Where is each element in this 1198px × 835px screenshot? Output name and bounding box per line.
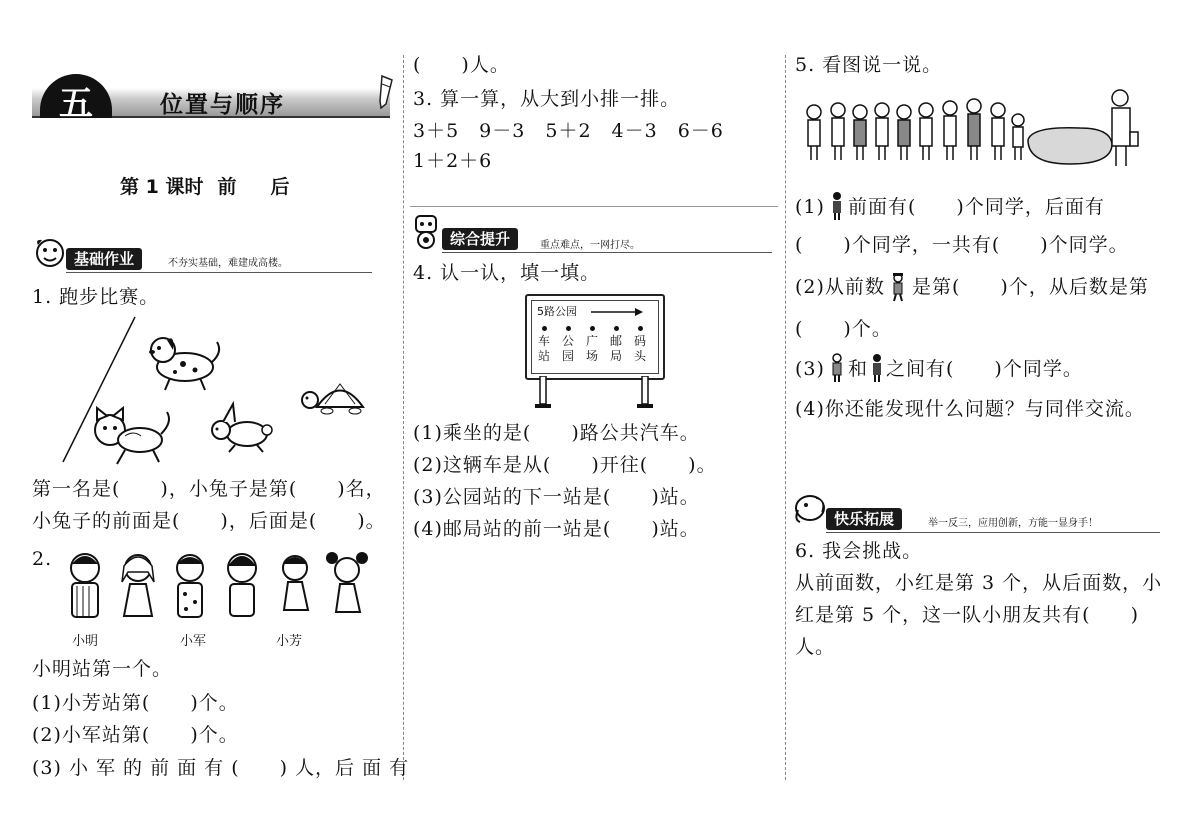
q2-part2: (2)小军站第( )个。 xyxy=(32,724,239,746)
q4-part4: (4)邮局站的前一站是( )站。 xyxy=(413,518,700,540)
mascot-robot-icon xyxy=(408,212,444,250)
section-note-extend: 举一反三，应用创新，方能一显身手！ xyxy=(928,518,1098,529)
q5-part2-text: 是第( )个，从后数是第 xyxy=(912,276,1149,298)
student-9 xyxy=(991,103,1005,160)
child-figure-4 xyxy=(228,554,256,616)
sandpit xyxy=(1028,128,1112,164)
section-badge-advanced: 综合提升 xyxy=(442,228,518,250)
q6-title: 6. 我会挑战。 xyxy=(795,540,923,562)
children-row-illustration xyxy=(60,546,370,626)
section-rule-basic xyxy=(66,272,372,273)
section-rule-extend xyxy=(826,532,1160,533)
child-figure-6 xyxy=(326,552,368,612)
section-rule-advanced xyxy=(442,252,772,253)
q5-title: 5. 看图说一说。 xyxy=(795,54,943,76)
q6-line1: 从前面数，小红是第 3 个，从后面数，小 xyxy=(795,572,1163,594)
q5-part1-line2: ( )个同学，一共有( )个同学。 xyxy=(795,234,1129,256)
student-10 xyxy=(1012,114,1024,160)
section-badge-extend: 快乐拓展 xyxy=(826,508,902,530)
unit-number: 五 xyxy=(59,84,93,124)
unit-title: 位置与顺序 xyxy=(160,92,285,118)
q5-part3-and: 和 xyxy=(848,358,869,380)
middle-separator xyxy=(410,206,778,207)
child-figure-1 xyxy=(71,554,99,617)
direction-arrow-icon xyxy=(591,308,643,316)
q6-line2: 红是第 5 个，这一队小朋友共有( ) xyxy=(795,604,1139,626)
q2-part3: (3) 小 军 的 前 面 有 ( ) 人，后 面 有 xyxy=(32,757,410,779)
lesson-label: 第 1 课时 xyxy=(120,176,204,198)
student-4 xyxy=(875,103,889,160)
child-name-xiaofang: 小芳 xyxy=(276,634,303,649)
cat-icon xyxy=(95,408,169,464)
lesson-topic-front: 前 xyxy=(217,176,237,198)
q1-line2: 小兔子的前面是( )，后面是( )。 xyxy=(32,510,386,532)
bus-stop-4: 邮 局 xyxy=(609,326,623,364)
q4-part2: (2)这辆车是从( )开往( )。 xyxy=(413,454,717,476)
q1-line1: 第一名是( )，小兔子是第( )名， xyxy=(32,478,386,500)
student-2 xyxy=(831,103,845,160)
turtle-icon xyxy=(302,384,363,414)
q5-part1-text: 前面有( )个同学，后面有 xyxy=(848,196,1105,218)
q4-part3: (3)公园站的下一站是( )站。 xyxy=(413,486,700,508)
student-7 xyxy=(943,101,957,160)
mascot-face-icon xyxy=(33,236,69,270)
q2-number: 2. xyxy=(32,548,53,570)
q5-part3-text: 之间有( )个同学。 xyxy=(886,358,1083,380)
q3-title: 3. 算一算，从大到小排一排。 xyxy=(413,88,681,110)
child-figure-2 xyxy=(122,555,154,616)
bus-route-sign xyxy=(525,294,665,380)
section-note-advanced: 重点难点，一网打尽。 xyxy=(540,240,640,251)
student-first-marker-icon xyxy=(830,353,844,383)
q5-part1-prefix: (1) xyxy=(795,196,825,218)
student-1 xyxy=(807,105,821,160)
column-divider-right xyxy=(785,55,786,780)
queue-illustration xyxy=(800,88,1150,172)
student-3 xyxy=(853,105,867,160)
lesson-title xyxy=(120,172,303,199)
pencil-icon xyxy=(376,74,398,110)
q5-part4: (4)你还能发现什么问题？与同伴交流。 xyxy=(795,398,1145,420)
mascot-elephant-icon xyxy=(792,490,828,526)
child-name-xiaoming: 小明 xyxy=(72,634,99,649)
bus-stop-2: 公 园 xyxy=(561,326,575,364)
q3-expression-extra: 1＋2＋6 xyxy=(413,150,493,172)
student-6 xyxy=(919,103,933,160)
student-second-marker-icon xyxy=(870,353,884,383)
bus-route-title: 5路公园 xyxy=(537,305,577,318)
section-note-basic: 不夯实基础，难建成高楼。 xyxy=(168,258,288,269)
student-marker-icon xyxy=(830,191,844,221)
q3-expressions: 3＋5 9－3 5＋2 4－3 6－6 xyxy=(413,120,724,142)
child-figure-5 xyxy=(283,556,308,610)
q1-title: 1. 跑步比赛。 xyxy=(32,286,160,308)
bus-stop-5: 码 头 xyxy=(633,326,647,364)
q2-part1: (1)小芳站第( )个。 xyxy=(32,692,239,714)
q2-intro: 小明站第一个。 xyxy=(32,658,173,680)
student-8 xyxy=(967,99,981,160)
sign-posts xyxy=(530,376,660,410)
child-name-xiaojun: 小军 xyxy=(180,634,207,649)
section-badge-basic: 基础作业 xyxy=(66,248,142,270)
q5-part3-prefix: (3) xyxy=(795,358,825,380)
q5-part2-line2: ( )个。 xyxy=(795,318,892,340)
teacher-figure xyxy=(1112,90,1138,166)
student-cap-marker-icon xyxy=(890,272,906,302)
q6-line3: 人。 xyxy=(795,636,836,658)
rabbit-icon xyxy=(212,404,272,452)
bus-stop-3: 广 场 xyxy=(585,326,599,364)
column-divider-left xyxy=(403,55,404,780)
q4-part1: (1)乘坐的是( )路公共汽车。 xyxy=(413,422,700,444)
dog-icon xyxy=(149,338,219,390)
child-figure-3 xyxy=(177,555,203,617)
q4-title: 4. 认一认，填一填。 xyxy=(413,262,601,284)
race-illustration xyxy=(55,312,375,472)
lesson-topic-back: 后 xyxy=(270,176,290,198)
q5-part2-prefix: (2)从前数 xyxy=(795,276,885,298)
q2-part3-continued: ( )人。 xyxy=(413,54,510,76)
student-5 xyxy=(897,105,911,160)
bus-stop-1: 车 站 xyxy=(537,326,551,364)
